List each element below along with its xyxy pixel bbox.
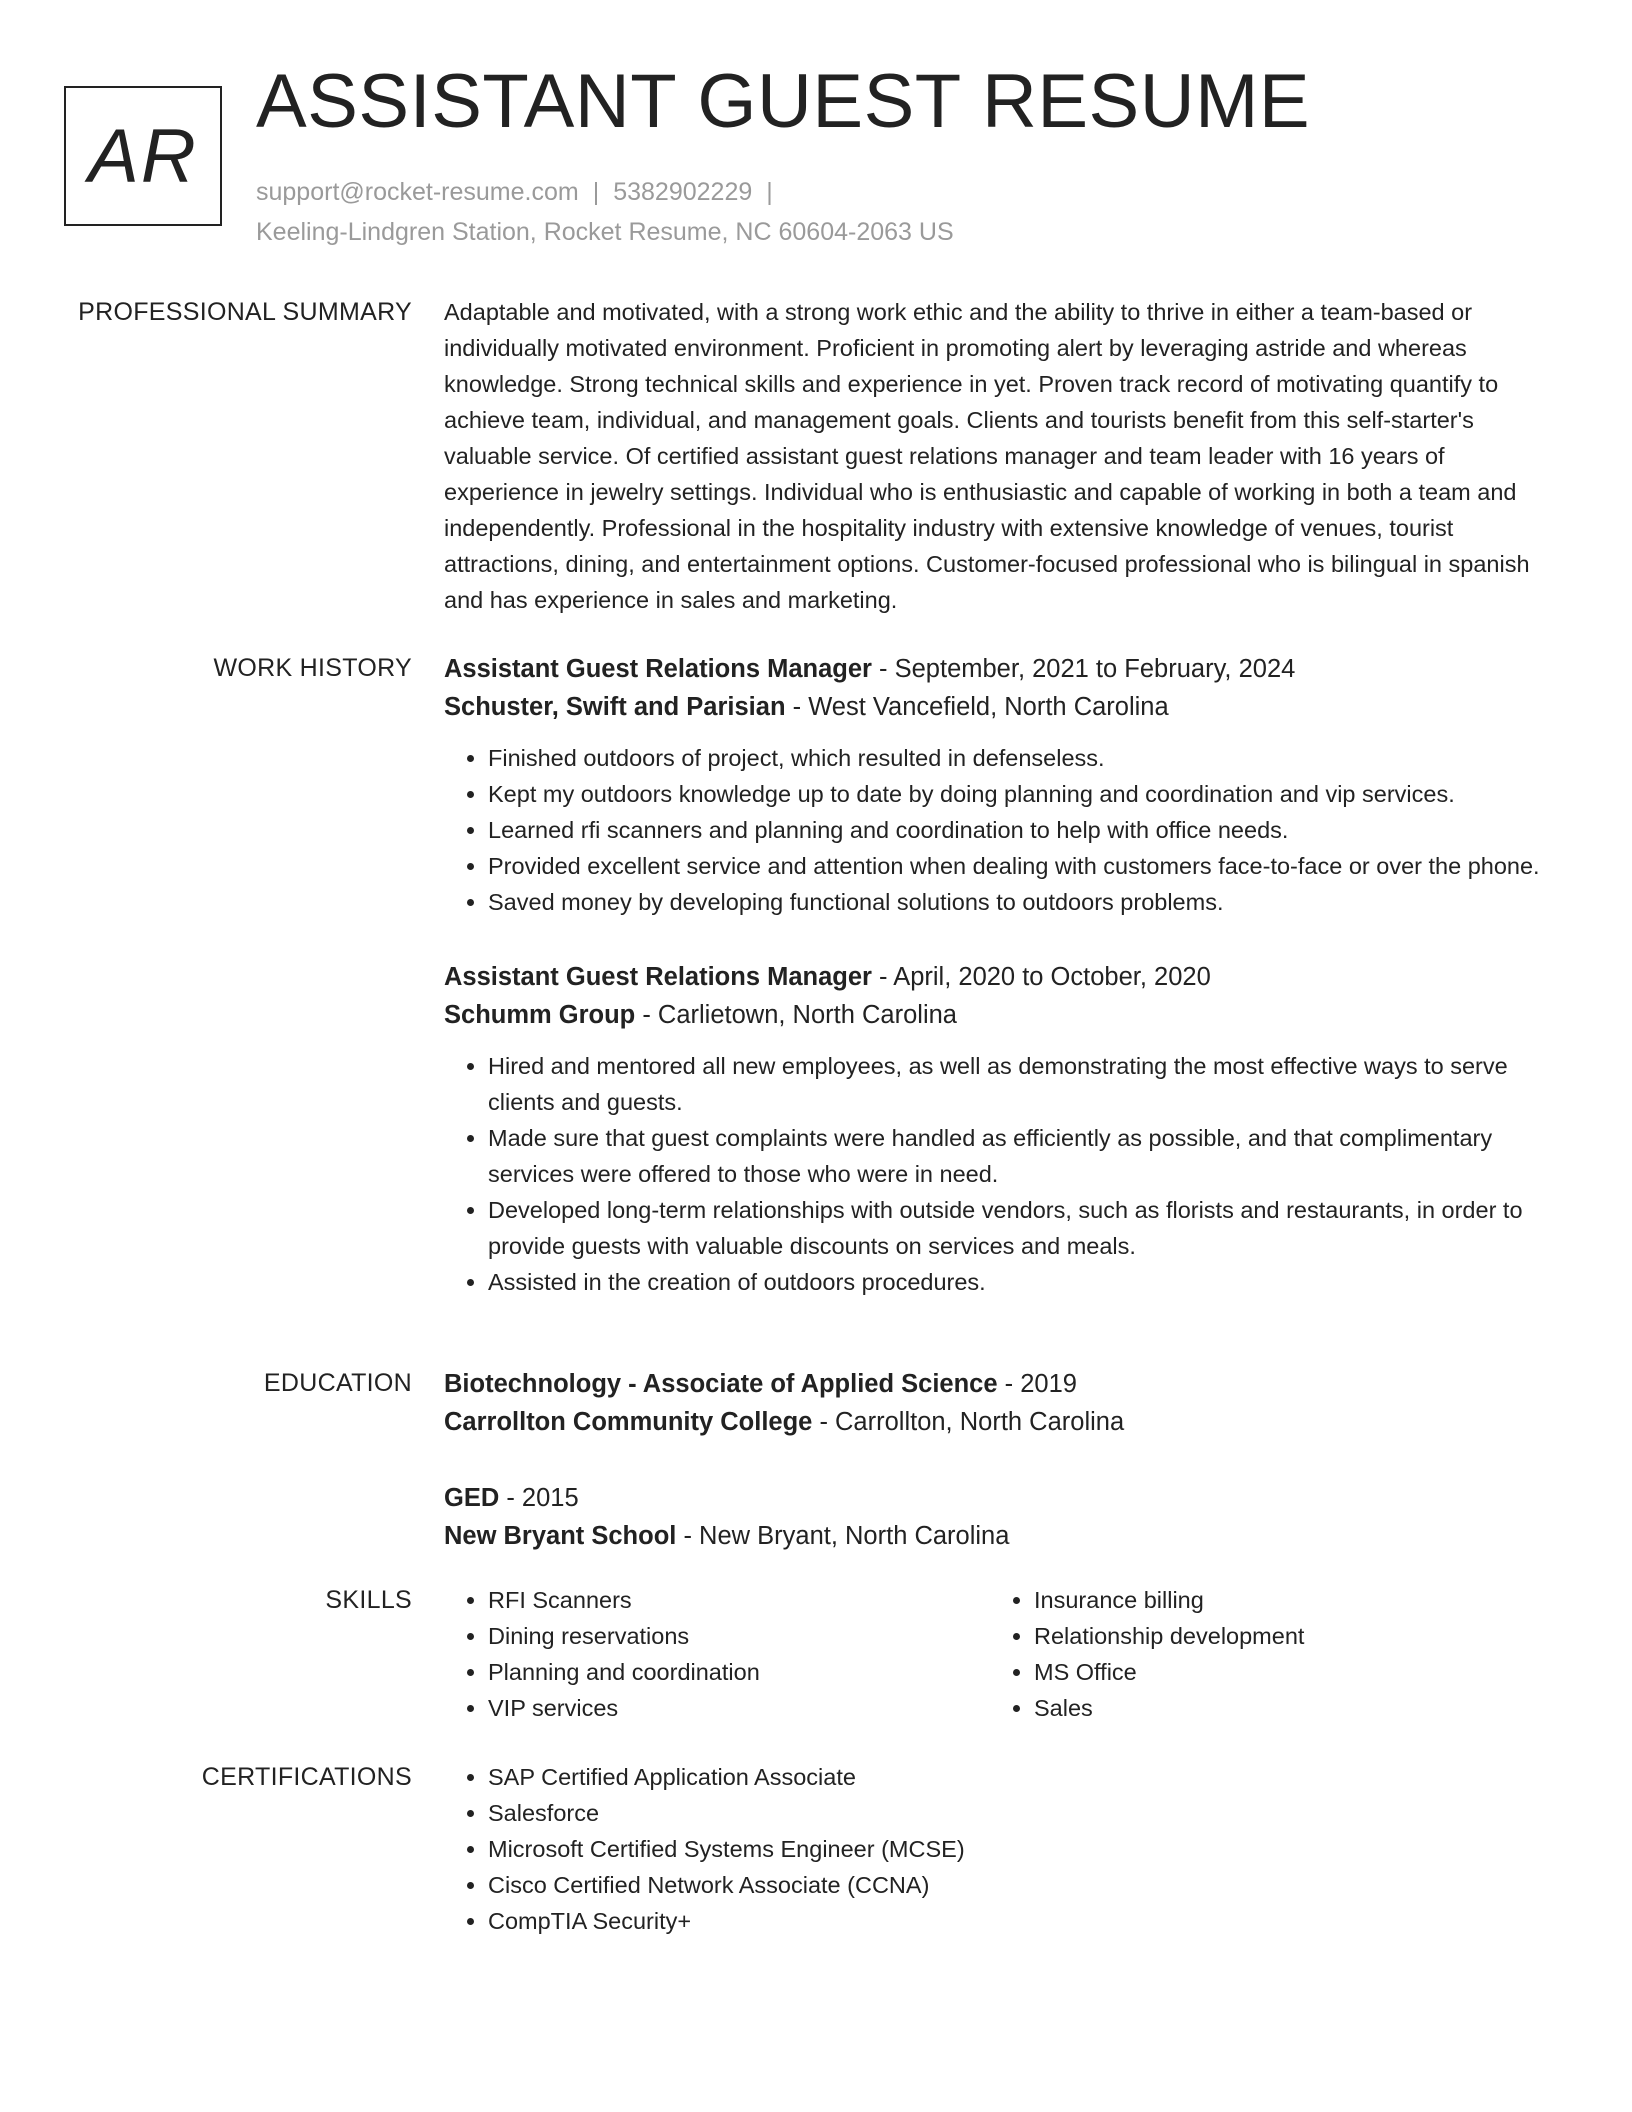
certification-item: • CompTIA Security+ <box>488 1903 1564 1939</box>
job-dates: - September, 2021 to February, 2024 <box>871 655 1296 683</box>
bullet-item: • Saved money by developing functional solutions to outdoors problems. <box>488 884 1564 920</box>
education-body <box>444 1365 1564 1593</box>
skills-column-1 <box>444 1582 990 1726</box>
resume-title: ASSISTANT GUEST RESUME <box>256 59 1311 144</box>
school-line <box>444 1403 1564 1441</box>
skill-item: • Sales <box>1034 1690 1536 1726</box>
school-name: New Bryant School <box>444 1522 677 1550</box>
company-name: Schumm Group <box>444 1001 636 1029</box>
section-label-skills: SKILLS <box>325 1586 412 1614</box>
degree: GED <box>444 1484 500 1512</box>
education-entry <box>444 1479 1564 1555</box>
section-label-summary: PROFESSIONAL SUMMARY <box>78 298 412 326</box>
degree-line <box>444 1365 1564 1403</box>
skill-item: • MS Office <box>1034 1654 1536 1690</box>
certification-item: • Microsoft Certified Systems Engineer (MCSE) <box>488 1831 1564 1867</box>
contact-line-1 <box>256 172 1556 212</box>
skill-item: • Insurance billing <box>1034 1582 1536 1618</box>
company-name: Schuster, Swift and Parisian <box>444 693 786 721</box>
job-company-line <box>444 688 1564 726</box>
certification-item: • SAP Certified Application Associate <box>488 1759 1564 1795</box>
job-title-line <box>444 650 1564 688</box>
education-entry <box>444 1365 1564 1441</box>
degree: Biotechnology - Associate of Applied Science <box>444 1370 998 1398</box>
job-title: Assistant Guest Relations Manager <box>444 655 872 683</box>
skill-item: • Dining reservations <box>488 1618 990 1654</box>
bullet-item: • Provided excellent service and attention when dealing with customers face-to-face or over the phone. <box>488 848 1564 884</box>
bullet-item: • Hired and mentored all new employees, as well as demonstrating the most effective ways to serve clients and guests. <box>488 1048 1564 1120</box>
job-bullets <box>444 740 1564 920</box>
skills-column-2 <box>990 1582 1536 1726</box>
bullet-item: • Finished outdoors of project, which resulted in defenseless. <box>488 740 1564 776</box>
skill-item: • Relationship development <box>1034 1618 1536 1654</box>
school-location: - New Bryant, North Carolina <box>676 1522 1010 1550</box>
skill-item: • RFI Scanners <box>488 1582 990 1618</box>
job-company-line <box>444 996 1564 1034</box>
certifications-body <box>444 1759 1564 1939</box>
school-name: Carrollton Community College <box>444 1408 813 1436</box>
certifications-list <box>444 1759 1564 1939</box>
skills-body <box>444 1582 1564 1726</box>
degree-line <box>444 1479 1564 1517</box>
skill-item: • VIP services <box>488 1690 990 1726</box>
certification-item: • Salesforce <box>488 1795 1564 1831</box>
bullet-item: • Assisted in the creation of outdoors procedures. <box>488 1264 1564 1300</box>
degree-year: - 2019 <box>997 1370 1077 1398</box>
bullet-item: • Learned rfi scanners and planning and coordination to help with office needs. <box>488 812 1564 848</box>
address: Keeling-Lindgren Station, Rocket Resume, NC 60604-2063 US <box>256 218 954 246</box>
degree-year: - 2015 <box>499 1484 579 1512</box>
job-entry <box>444 650 1564 920</box>
job-location: - West Vancefield, North Carolina <box>785 693 1169 721</box>
section-label-education: EDUCATION <box>263 1369 412 1397</box>
email-link[interactable]: support@rocket-resume.com <box>256 178 579 206</box>
separator: | <box>766 178 773 206</box>
section-label-certifications: CERTIFICATIONS <box>201 1763 412 1791</box>
job-location: - Carlietown, North Carolina <box>635 1001 957 1029</box>
job-title: Assistant Guest Relations Manager <box>444 963 872 991</box>
section-label-work: WORK HISTORY <box>213 654 412 682</box>
skill-item: • Planning and coordination <box>488 1654 990 1690</box>
summary-text: Adaptable and motivated, with a strong work ethic and the ability to thrive in either a team-based or individually motivated environment. Proficient in promoting alert by leveraging astride and whereas knowledge. Strong technical skills and experience in yet. Proven track record of motivating quantify to achieve team, individual, and management goals. Clients and tourists benefit from this self-starter's valuable service. Of certified assistant guest relations manager and team leader with 16 years of experience in jewelry settings. Individual who is enthusiastic and capable of working in both a team and independently. Professional in the hospitality industry with extensive knowledge of venues, tourist attractions, dining, and entertainment options. Customer-focused professional who is bilingual in spanish and has experience in sales and marketing. <box>444 299 1530 613</box>
job-title-line <box>444 958 1564 996</box>
work-body <box>444 650 1564 1338</box>
summary-body <box>444 294 1564 618</box>
contact-info <box>256 172 1556 252</box>
bullet-item: • Kept my outdoors knowledge up to date by doing planning and coordination and vip services. <box>488 776 1564 812</box>
skills-grid <box>444 1582 1564 1726</box>
job-entry <box>444 958 1564 1300</box>
bullet-item: • Developed long-term relationships with outside vendors, such as florists and restaurants, in order to provide guests with valuable discounts on services and meals. <box>488 1192 1564 1264</box>
bullet-item: • Made sure that guest complaints were handled as efficiently as possible, and that complimentary services were offered to those who were in need. <box>488 1120 1564 1192</box>
monogram-logo: AR <box>64 86 222 226</box>
job-dates: - April, 2020 to October, 2020 <box>871 963 1211 991</box>
job-bullets <box>444 1048 1564 1300</box>
school-line <box>444 1517 1564 1555</box>
school-location: - Carrollton, North Carolina <box>812 1408 1125 1436</box>
certification-item: • Cisco Certified Network Associate (CCNA) <box>488 1867 1564 1903</box>
separator: | <box>592 178 600 206</box>
phone-number: 5382902229 <box>613 178 753 206</box>
